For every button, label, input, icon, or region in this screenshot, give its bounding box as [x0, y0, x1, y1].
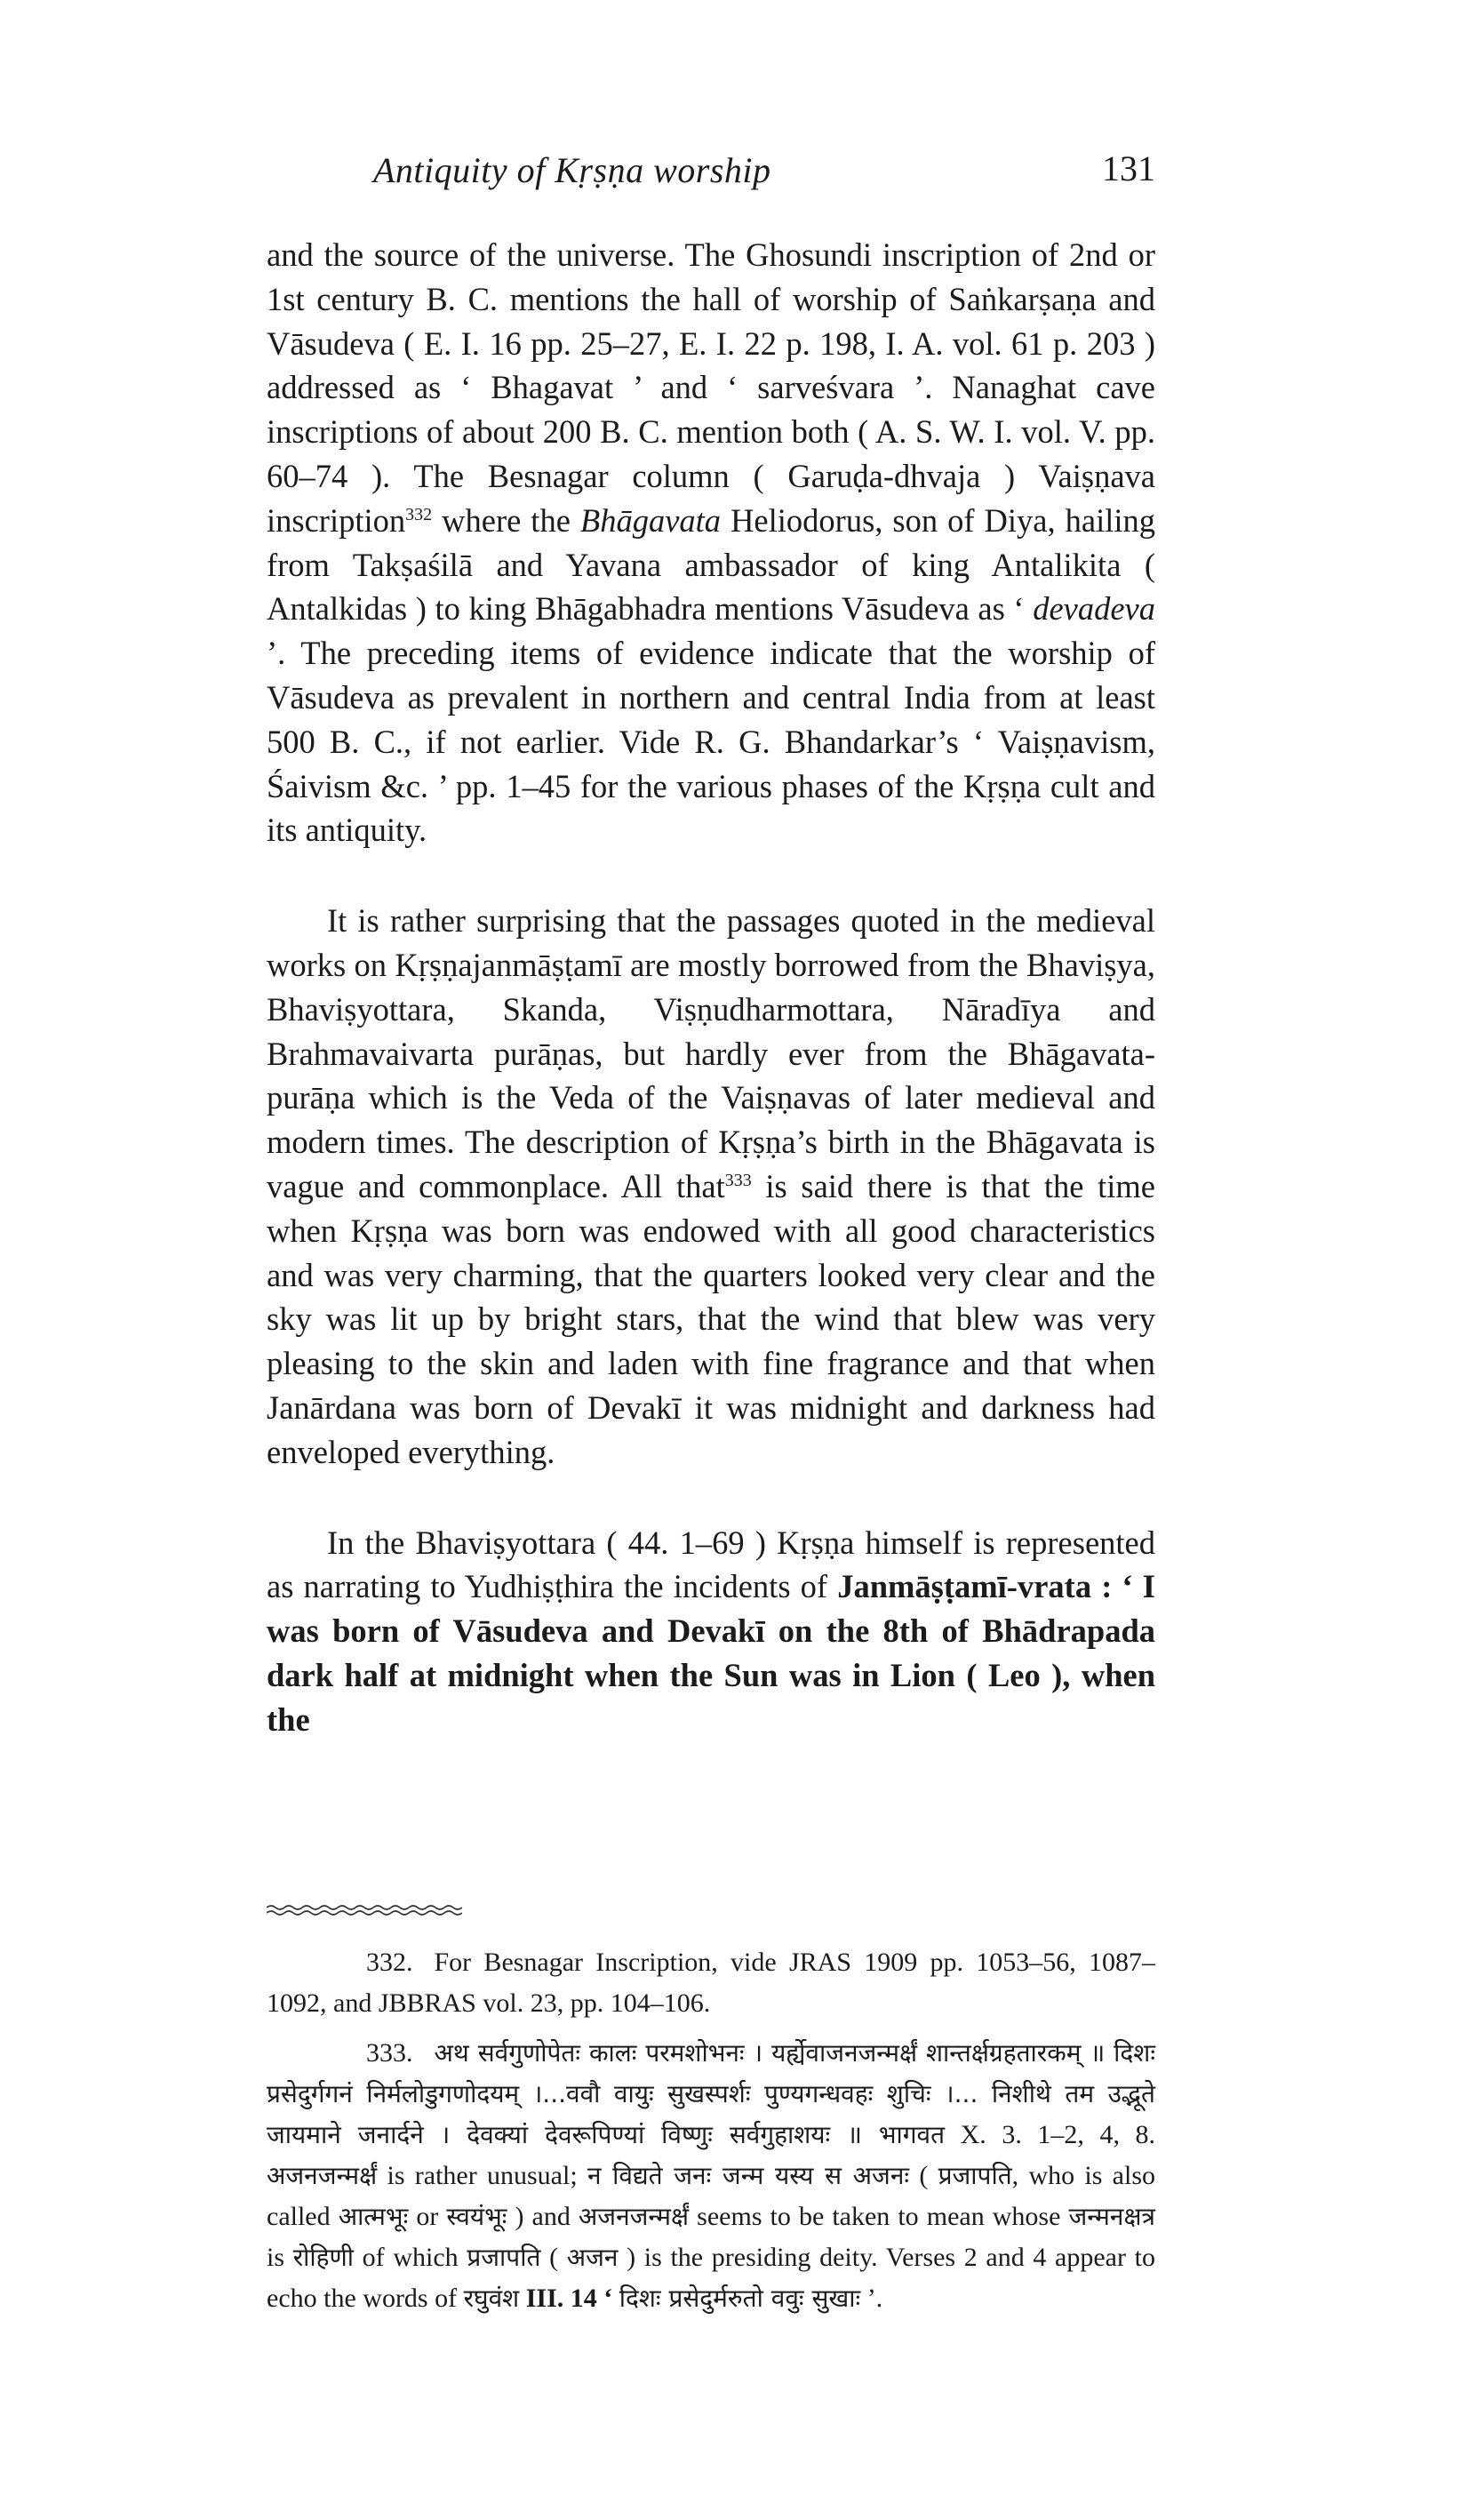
text-run: ) and: [507, 2202, 579, 2231]
sanskrit-quote: दिशः प्रसेदुर्मरुतो ववुः सुखाः: [619, 2284, 861, 2313]
text-run: seems to be taken to mean whose: [689, 2202, 1069, 2231]
italic-term: devadeva: [1033, 590, 1155, 628]
text-run: ’. The preceding items of evidence indicate that the worship of Vāsudeva as prevalent in northern and central India from at least 500 B. C., if not earlier. Vide R. G. Bhandarkar’s ‘ Vaiṣṇavism, Śaivism &c. ’ pp. 1–45 for the various phases of the Kṛṣṇa cult and its antiquity.: [267, 635, 1155, 849]
footnote-333: [267, 2033, 1155, 2319]
main-text: [267, 233, 1155, 1742]
italic-term: Bhāgavata: [579, 501, 722, 539]
sanskrit-term: रोहिणी: [292, 2243, 355, 2272]
text-run: (: [540, 2243, 567, 2272]
text-run: where the: [432, 501, 580, 539]
sanskrit-term: न विद्यते जनः जन्म यस्य स अजनः: [587, 2161, 910, 2190]
sanskrit-term: प्रजापति: [467, 2243, 541, 2272]
bold-quote: ‘ I was born of Vāsudeva and Devakī on the 8th of Bhādrapada dark half at midnight when the Sun was in Lion ( Leo ), when the: [267, 1568, 1156, 1738]
footnotes: [267, 1942, 1155, 2328]
text-run: III. 14 ‘: [519, 2284, 619, 2313]
running-head: [267, 142, 1155, 196]
text-run: Heliodorus, son of Diya, hailing from Takṣaśilā and Yavana ambassador of king Antalikita ( Antalkidas ) to king Bhāgabhadra mentions Vāsudeva as ‘: [267, 501, 1155, 628]
paragraph-1: [267, 233, 1155, 852]
sanskrit-term: अजनजन्मर्क्षं: [267, 2161, 378, 2190]
text-run: and the source of the universe. The Ghosundi inscription of 2nd or 1st century B. C. mentions the hall of worship of Saṅkarṣaṇa and Vāsudeva ( E. I. 16 pp. 25–27, E. I. 22 p. 198, I. A. vol. 61 p. 203 ) addressed as ‘ Bhagavat ’ and ‘ sarveśvara ’. Nanaghat cave inscriptions of about 200 B. C. mention both ( A. S. W. I. vol. V. pp. 60–74 ). The Besnagar column ( Garuḍa-dhvaja ) Vaiṣṇava inscription: [267, 236, 1155, 539]
footnote-text: For Besnagar Inscription, vide JRAS 1909 pp. 1053–56, 1087–1092, and JBBRAS vol. 23, pp. 104–106.: [267, 1948, 1155, 2018]
page-number: 131: [1102, 148, 1155, 188]
bold-term: Janmāṣṭamī-vrata :: [837, 1568, 1113, 1605]
sanskrit-term: रघुवंश: [463, 2284, 520, 2313]
text-run: ) is the presiding deity. Verses 2 and 4 appear to echo the words of: [267, 2243, 1155, 2313]
text-run: (: [909, 2161, 938, 2190]
text-run: It is rather surprising that the passages quoted in the medieval works on Kṛṣṇajanmāṣṭamī are mostly borrowed from the Bhaviṣya, Bhaviṣyottara, Skanda, Viṣṇudharmottara, Nāradīya and Brahmavaivarta purāṇas, but hardly ever from the Bhāgavata-purāṇa which is the Veda of the Vaiṣṇavas of later medieval and modern times. The description of Kṛṣṇa’s birth in the Bhāgavata is vague and commonplace. All that: [267, 902, 1155, 1204]
sanskrit-term: जन्मनक्षत्र: [1068, 2202, 1155, 2231]
footnote-ref-332: 332: [405, 504, 433, 524]
running-title: Antiquity of Kṛṣṇa worship: [373, 150, 771, 190]
text-run: , who is also called: [267, 2161, 1156, 2231]
footnote-separator: [267, 1904, 462, 1916]
text-run: In the Bhaviṣyottara ( 44. 1–69 ) Kṛṣṇa himself is represented as narrating to Yudhiṣṭhira the incidents of: [267, 1524, 1155, 1605]
sanskrit-verse: अथ सर्वगुणोपेतः कालः परमशोभनः । यर्ह्येवाजनजन्मर्क्षं शान्तर्क्षग्रहतारकम् ॥ दिशः प्रसेदुर्गगनं निर्मलोडुगणोदयम् ।...ववौ वायुः सुखस्पर्शः पुण्यगन्धवहः शुचिः ।... निशीथे तम उद्भूते जायमाने जनार्दने । देवक्यां देवरूपिण्यां विष्णुः सर्वगुहाशयः ॥ भागवत: [267, 2038, 1155, 2149]
footnote-332: [267, 1942, 1155, 2024]
text-run: is rather unusual;: [377, 2161, 587, 2190]
sanskrit-term: अजन: [566, 2243, 619, 2272]
sanskrit-term: प्रजापति: [938, 2161, 1012, 2190]
footnote-ref-333: 333: [724, 1170, 752, 1190]
text-run: ’.: [860, 2284, 883, 2313]
text-run: X. 3. 1–2, 4, 8.: [945, 2120, 1155, 2149]
text-run: is said there is that the time when Kṛṣṇa was born was endowed with all good characteristics and was very charming, that the quarters looked very clear and the sky was lit up by bright stars, that the wind that blew was very pleasing to the skin and laden with fine fragrance and that when Janārdana was born of Devakī it was midnight and darkness had enveloped everything.: [267, 1167, 1155, 1470]
text-run: of which: [354, 2243, 467, 2272]
text-run: is: [267, 2243, 293, 2272]
paragraph-3: [267, 1521, 1155, 1742]
sanskrit-term: आत्मभूः: [338, 2202, 409, 2231]
text-run: or: [408, 2202, 447, 2231]
footnote-number: 332.: [366, 1948, 413, 1977]
sanskrit-term: अजनजन्मर्क्षं: [578, 2202, 690, 2231]
footnote-number: 333.: [366, 2038, 413, 2068]
sanskrit-term: स्वयंभूः: [446, 2202, 507, 2231]
paragraph-2: [267, 899, 1155, 1474]
